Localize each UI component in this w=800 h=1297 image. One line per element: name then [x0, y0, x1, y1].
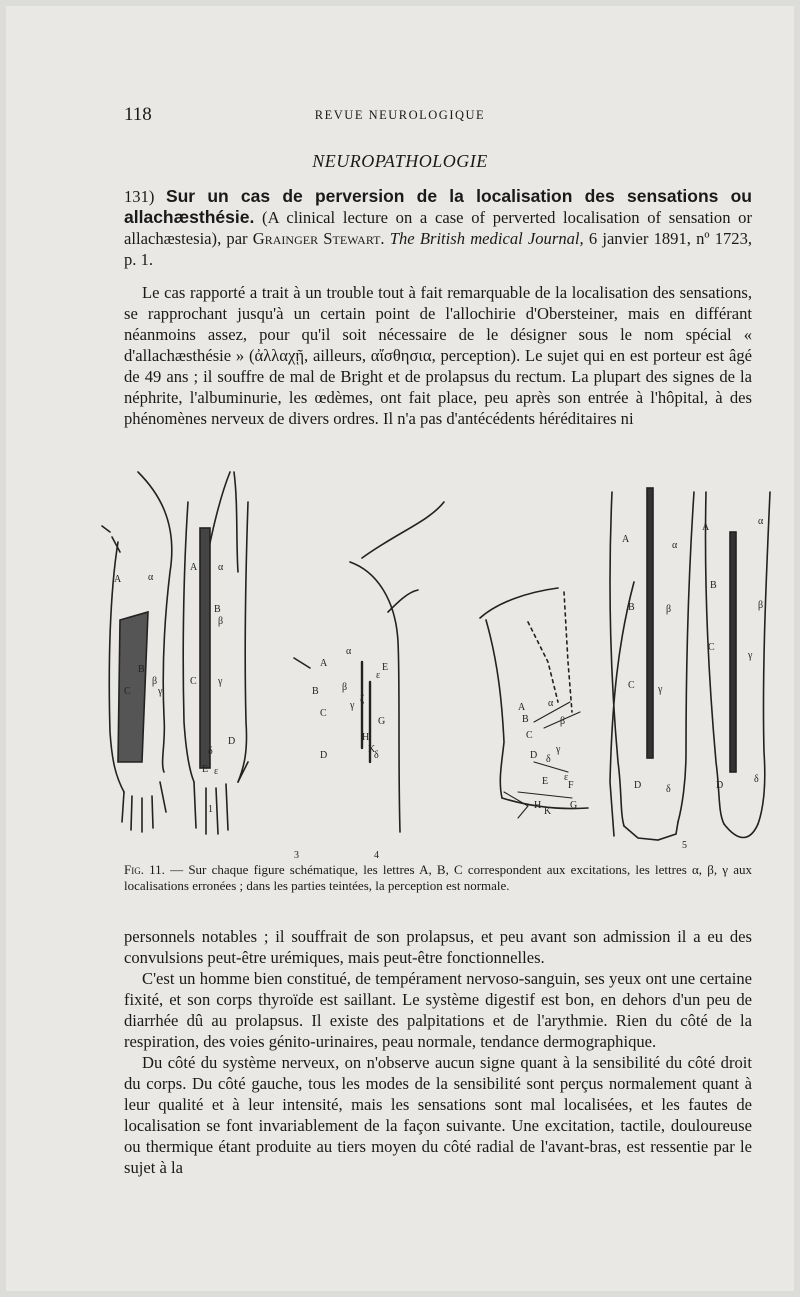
figure-label: G — [378, 716, 386, 727]
figure-11 — [98, 462, 778, 861]
figure-label: ε — [376, 670, 381, 681]
figure-label: α — [672, 540, 678, 551]
paragraph: C'est un homme bien constitué, de tempérament nervoso-sanguin, ses yeux ont une certaine fixité, et son corps thyroïde est saillant. Le système digestif est bon, en dehors d'un peu de diarrhée dû au prolapsus. Il existe des palpitations et de l'arythmie. Rien du côté de la respiration, des voies génito-urinaires, peau normale, tendance dermographique. — [124, 969, 752, 1051]
page-number: 118 — [124, 104, 152, 125]
figure-label: δ — [666, 784, 671, 795]
figure-label: α — [548, 698, 554, 709]
figure-label: F — [568, 780, 574, 791]
figure-label: C — [708, 642, 715, 653]
citation-part-b: 6 janvier 1891, nº 1723, p. 1. — [124, 229, 753, 269]
running-header — [0, 104, 800, 126]
figure-label: B — [214, 604, 221, 615]
figure-label: ζ — [360, 694, 365, 705]
figure-label: 3 — [294, 850, 299, 861]
figure-label: δ — [208, 746, 213, 757]
body-text-top — [124, 282, 752, 429]
caption-text: — Sur chaque figure schématique, les lettres A, B, C correspondent aux excitations, les lettres α, β, γ aux localisations erronées ; dans les parties teintées, la perception est normale. — [124, 862, 753, 893]
figure-label: H — [362, 732, 370, 743]
figure-label: β — [342, 682, 348, 693]
body-text-bottom — [124, 926, 752, 1178]
figure-label: α — [218, 562, 224, 573]
article-heading — [124, 186, 752, 270]
paragraph: personnels notables ; il souffrait de son prolapsus, et peu avant son admission il a eu des convulsions peut-être urémiques, mais peut-être fonctionnelles. — [124, 927, 752, 967]
figure-label: A — [320, 658, 328, 669]
article-title: Sur un cas de perversion de la localisation des sensations ou allachæsthésie. — [124, 186, 752, 227]
figure-label: C — [124, 686, 131, 697]
figure-label: B — [522, 714, 529, 725]
figure-label: K — [544, 806, 552, 817]
figure-label: γ — [218, 676, 223, 687]
figure-label: α — [346, 646, 352, 657]
figure-label: β — [666, 604, 672, 615]
drawing-arm-2 — [183, 472, 248, 834]
figure-label: E — [542, 776, 549, 787]
figure-caption — [124, 862, 752, 894]
figure-label: B — [628, 602, 635, 613]
caption-lead: Fig. 11. — [124, 862, 165, 877]
figure-label: β — [152, 676, 158, 687]
figure-label: γ — [158, 686, 163, 697]
figure-label: δ — [754, 774, 759, 785]
figure-label: δ — [546, 754, 551, 765]
figure-label: ε — [214, 766, 219, 777]
figure-label: B — [312, 686, 319, 697]
figure-label: H — [534, 800, 542, 811]
figure-label: β — [218, 616, 224, 627]
figure-label: A — [190, 562, 198, 573]
figure-label: β — [560, 716, 566, 727]
figure-label: D — [716, 780, 724, 791]
figure-label: C — [526, 730, 533, 741]
figure-label: A — [622, 534, 630, 545]
paragraph: Le cas rapporté a trait à un trouble tout à fait remarquable de la localisation des sensations, se rapprochant jusqu'à un certain point de l'allochirie d'Obersteiner, mais en différant néanmoins assez, pour qu'il soit nécessaire de le désigner sous le nom spécial « d'allachæsthésie » (ἀλλαχῇ, ailleurs, αἴσθησια, perception). Le sujet qui en est porteur est âgé de 49 ans ; il souffre de mal de Bright et de prolapsus du rectum. La plupart des signes de la néphrite, l'albuminurie, les œdèmes, ont fait place, peu après son entrée à l'hôpital, à des phénomènes nerveux de divers ordres. Il n'a pas d'antécédents héréditaires ni — [124, 283, 752, 428]
drawing-arm-1 — [102, 472, 172, 832]
article-number: 131) — [124, 187, 155, 206]
figure-label: E — [382, 662, 389, 673]
figure-label: D — [634, 780, 642, 791]
figure-label: A — [518, 702, 526, 713]
figure-label: β — [758, 600, 764, 611]
figure-label: D — [320, 750, 328, 761]
figure-label: γ — [556, 744, 561, 755]
figure-label: 5 — [682, 840, 687, 851]
figure-label: α — [758, 516, 764, 527]
figure-label: δ — [374, 750, 379, 761]
figure-label: D — [228, 736, 236, 747]
figure-label: B — [138, 664, 145, 675]
figure-label: C — [190, 676, 197, 687]
figure-label: ε — [564, 772, 569, 783]
figure-label: C — [320, 708, 327, 719]
figure-label: γ — [350, 700, 355, 711]
author: Grainger Stewart. — [252, 229, 385, 248]
figure-label: G — [570, 800, 578, 811]
paragraph: Du côté du système nerveux, on n'observe aucun signe quant à la sensibilité du côté droit du corps. Du côté gauche, tous les modes de la sensibilité sont perçus normalement quant à leur qualité et à leur intensité, mais les sensations sont mal localisées, et les fautes de localisation se font invariablement de la façon suivante. Une excitation, tactile, douloureuse ou thermique étant produite au tiers moyen du côté radial de l'avant-bras, est ressentie par le sujet à la — [124, 1053, 752, 1177]
figure-label: γ — [748, 650, 753, 661]
drawing-shoulder — [294, 502, 444, 832]
figure-label: K — [368, 744, 376, 755]
journal: The British medical Journal, — [389, 229, 584, 248]
figure-label: C — [628, 680, 635, 691]
figure-label: E — [202, 764, 209, 775]
figure-label: α — [148, 572, 154, 583]
section-title: NEUROPATHOLOGIE — [312, 151, 488, 171]
figure-label: 4 — [374, 850, 379, 861]
figure-label: A — [114, 574, 122, 585]
figure-label: B — [710, 580, 717, 591]
figure-label: 1 — [208, 804, 213, 815]
anatomical-drawings — [98, 462, 778, 861]
figure-label: γ — [658, 684, 663, 695]
figure-label: D — [530, 750, 538, 761]
running-title: REVUE NEUROLOGIQUE — [314, 108, 486, 122]
figure-label: A — [702, 522, 710, 533]
citation-part-a: (A clinical lecture on a case of perverted localisation of sensation or allachæstesia), par — [124, 208, 752, 248]
